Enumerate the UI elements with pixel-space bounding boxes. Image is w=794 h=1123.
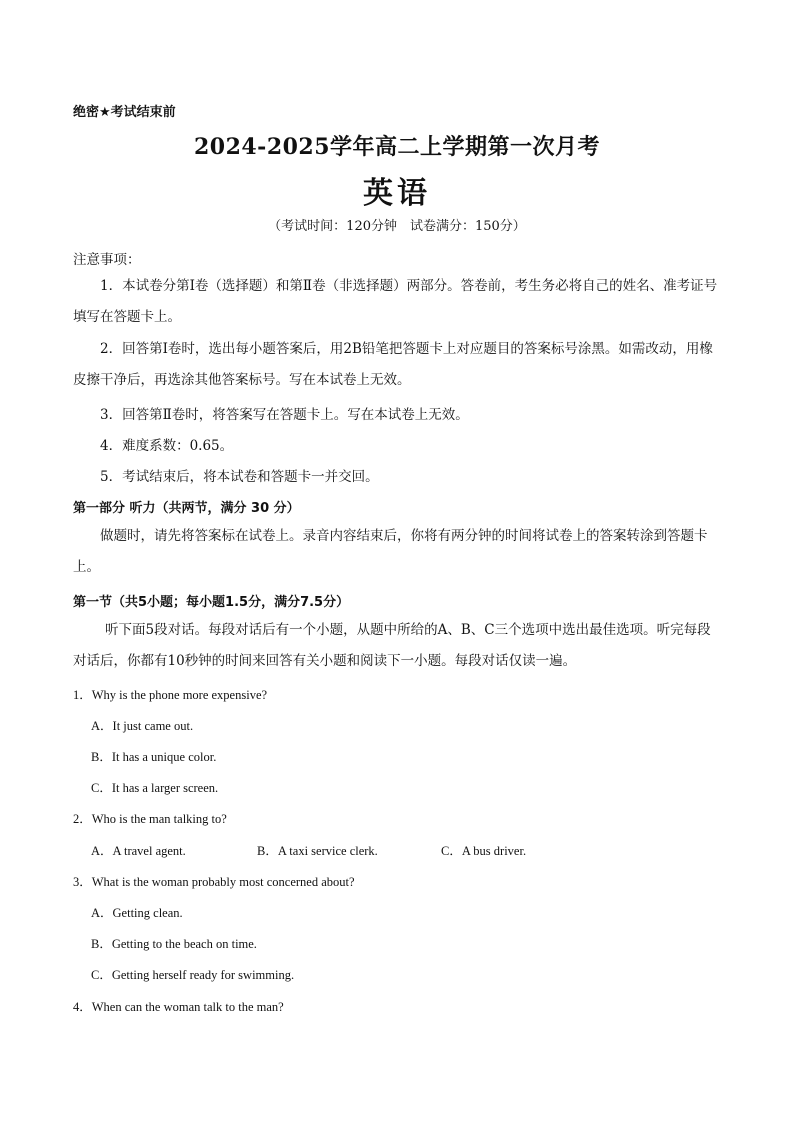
part1-instruction: 做题时，请先将答案标在试卷上。录音内容结束后，你将有两分钟的时间将试卷上的答案转涂到答题卡上。 xyxy=(73,528,708,575)
question-1: 1．Why is the phone more expensive? xyxy=(73,688,268,702)
question-2: 2．Who is the man talking to? xyxy=(73,812,227,826)
q3-option-a: A．Getting clean. xyxy=(91,906,183,920)
notice-item-3: 3．回答第Ⅱ卷时，将答案写在答题卡上。写在本试卷上无效。 xyxy=(100,407,469,423)
subject-title: 英语 xyxy=(363,176,431,211)
q2-option-c: C．A bus driver. xyxy=(441,844,527,858)
q1-option-b: B．It has a unique color. xyxy=(91,750,217,764)
q1-option-c: C．It has a larger screen. xyxy=(91,781,219,795)
q2-option-b: B．A taxi service clerk. xyxy=(257,844,378,858)
notice-item-4: 4．难度系数：0.65。 xyxy=(100,438,234,454)
exam-title: 2024-2025学年高二上学期第一次月考 xyxy=(193,134,601,160)
question-3: 3．What is the woman probably most concerned about? xyxy=(73,875,355,889)
part1-heading: 第一部分 听力（共两节，满分 30 分） xyxy=(73,501,300,516)
notice-item-5: 5．考试结束后，将本试卷和答题卡一并交回。 xyxy=(100,469,379,485)
secret-mark: 绝密★考试结束前 xyxy=(73,105,176,120)
notice-item-2: 2．回答第Ⅰ卷时，选出每小题答案后，用2B铅笔把答题卡上对应题目的答案标号涂黑。如需改动，用橡皮擦干净后，再选涂其他答案标号。写在本试卷上无效。 xyxy=(73,341,713,388)
exam-info: （考试时间：120分钟 试卷满分：150分） xyxy=(268,219,526,234)
notice-heading: 注意事项： xyxy=(73,252,141,268)
notice-item-1: 1．本试卷分第Ⅰ卷（选择题）和第Ⅱ卷（非选择题）两部分。答卷前，考生务必将自己的姓名、准考证号填写在答题卡上。 xyxy=(73,278,718,325)
question-4: 4．When can the woman talk to the man? xyxy=(73,1000,284,1014)
section1-heading: 第一节（共5小题；每小题1.5分，满分7.5分） xyxy=(73,595,350,610)
q1-option-a: A．It just came out. xyxy=(91,719,194,733)
q3-option-c: C．Getting herself ready for swimming. xyxy=(91,968,295,982)
q3-option-b: B．Getting to the beach on time. xyxy=(91,937,257,951)
q2-option-a: A．A travel agent. xyxy=(91,844,186,858)
section1-instruction: 听下面5段对话。每段对话后有一个小题，从题中所给的A、B、C三个选项中选出最佳选项。听完每段对话后，你都有10秒钟的时间来回答有关小题和阅读下一小题。每段对话仅读一遍。 xyxy=(73,622,711,669)
